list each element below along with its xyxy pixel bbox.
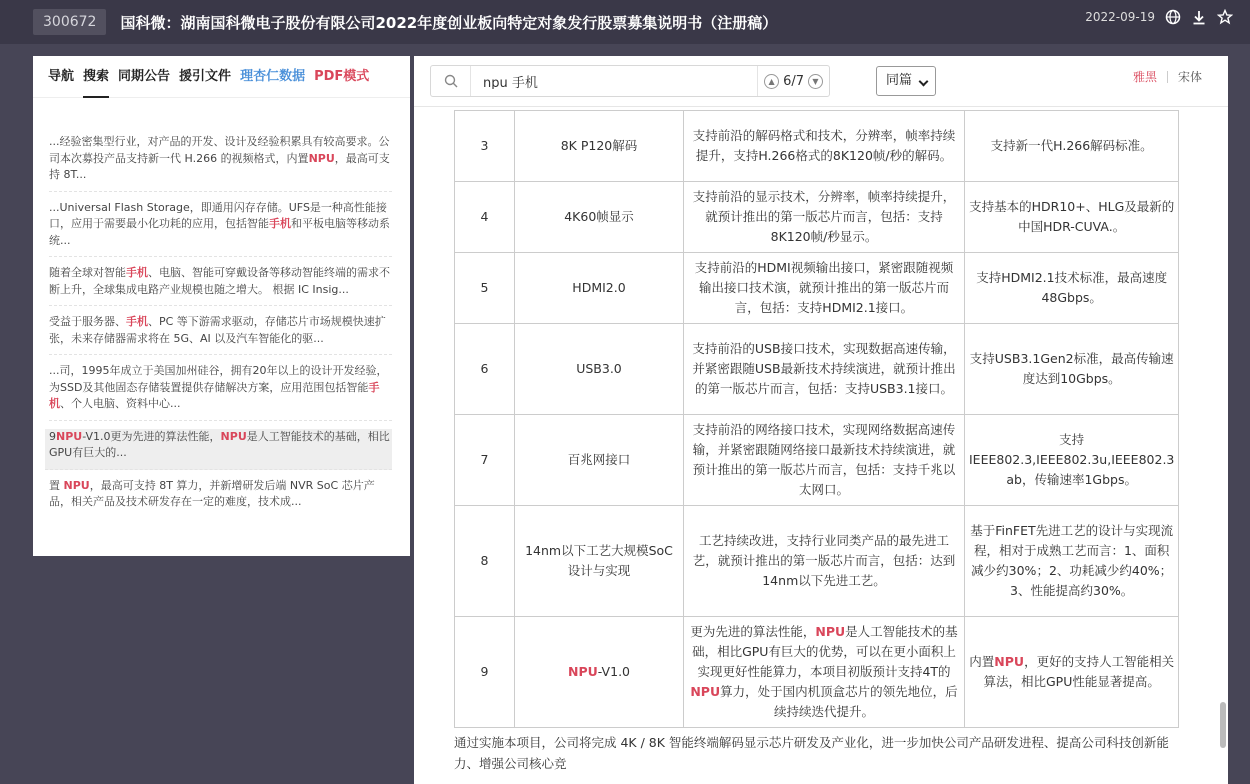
row-number: 8	[455, 506, 515, 617]
search-scope-select[interactable]: 同篇	[876, 66, 936, 96]
tech-name	[515, 253, 684, 324]
keyword-highlight: NPU	[308, 151, 335, 165]
row-number: 3	[455, 111, 515, 182]
text-segment: 支持基本的HDR10+、HLG及最新的中国HDR-CUVA.。	[969, 199, 1175, 234]
keyword-highlight: 手机	[126, 266, 148, 279]
text-segment: 是人工智能技术的基础，相比GPU有巨大的...	[49, 429, 390, 459]
search-results	[33, 98, 410, 518]
text-segment: 和平板电脑等移动系统...	[49, 217, 390, 247]
tech-name	[515, 324, 684, 415]
globe-icon[interactable]	[1165, 9, 1181, 25]
text-segment: 、电脑、智能可穿戴设备等移动智能终端的需求不断上升，全球集成电路产业规模也随之增大。 根据 IC Insig...	[49, 266, 390, 296]
chevron-up-icon[interactable]: ▲	[764, 74, 779, 89]
tech-name	[515, 506, 684, 617]
text-segment: 百兆网接口	[567, 452, 631, 467]
row-number: 4	[455, 182, 515, 253]
table-row	[455, 415, 1179, 506]
keyword-highlight: 手机	[49, 380, 380, 410]
text-segment: 支持前沿的网络接口技术，实现网络数据高速传输，并紧密跟随网络接口最新技术持续演进，就预计推出的第一版芯片而言，包括：支持千兆以太网口。	[692, 422, 956, 497]
tech-description	[684, 617, 965, 728]
row-number: 7	[455, 415, 515, 506]
divider	[414, 106, 1228, 107]
font-song-option[interactable]: 宋体	[1177, 70, 1202, 84]
keyword-highlight: NPU	[994, 654, 1025, 669]
tab-lixinger-data[interactable]: 理杏仁数据	[240, 68, 306, 84]
tech-description	[684, 182, 965, 253]
text-segment: 4K60帧显示	[564, 209, 634, 224]
text-segment: ...经验密集型行业，对产品的开发、设计及经验积累具有较高要求。公司本次募投产品支持新一代 H.266 的视频格式，内置	[49, 135, 390, 165]
body-paragraph: 通过实施本项目，公司将完成 4K / 8K 智能终端解码显示芯片研发及产业化，进一步加快公司产品研发进程、提高公司科技创新能力、增强公司核心竞	[454, 735, 1169, 771]
keyword-highlight: NPU	[220, 429, 247, 443]
table-row	[455, 617, 1179, 728]
search-icon[interactable]	[431, 66, 471, 96]
text-segment: 置	[49, 478, 64, 492]
text-segment: ，更好的支持人工智能相关算法，相比GPU性能显著提高。	[983, 654, 1175, 689]
keyword-highlight: NPU	[63, 478, 90, 492]
tech-name	[515, 182, 684, 253]
match-navigator	[757, 66, 829, 96]
row-number: 9	[455, 617, 515, 728]
search-result[interactable]	[49, 314, 392, 355]
text-segment: 支持新一代H.266解码标准。	[990, 138, 1153, 153]
text-segment: 、PC 等下游需求驱动，存储芯片市场规模快速扩张，未来存储器需求将在 5G、AI 以及汽车智能化的驱...	[49, 315, 386, 345]
table-row	[455, 182, 1179, 253]
text-segment: ，最高可支持 8T...	[49, 151, 390, 181]
text-segment: ...司，1995年成立于美国加州硅谷，拥有20年以上的设计开发经验，为SSD及其他固态存储装置提供存储解决方案，应用范围包括智能	[49, 364, 388, 394]
tech-target	[965, 415, 1179, 506]
text-segment: 支持前沿的显示技术，分辨率，帧率持续提升，就预计推出的第一版芯片而言，包括：支持8K120帧/秒显示。	[692, 189, 956, 244]
text-segment: 9	[49, 429, 56, 443]
search-box	[430, 65, 830, 97]
text-segment: -V1.0更为先进的算法性能，	[82, 429, 221, 443]
tech-name	[515, 415, 684, 506]
text-segment: 基于FinFET先进工艺的设计与实现流程，相对于成熟工艺而言：1、面积减少约30%；2、功耗减少约40%；3、性能提高约30%。	[970, 523, 1174, 598]
text-segment: 受益于服务器、	[49, 315, 126, 328]
tech-target	[965, 617, 1179, 728]
tech-description	[684, 253, 965, 324]
search-result[interactable]	[49, 265, 392, 306]
text-segment: 8K P120解码	[560, 138, 638, 153]
tab-same-period[interactable]: 同期公告	[118, 68, 171, 84]
tech-description	[684, 111, 965, 182]
left-panel	[33, 56, 410, 556]
text-segment: 内置	[969, 654, 995, 669]
stock-code: 300672	[33, 9, 106, 35]
document-panel	[414, 56, 1228, 784]
text-segment: -V1.0	[597, 664, 630, 679]
font-yahei-option[interactable]: 雅黑	[1132, 70, 1157, 84]
project-table	[454, 110, 1179, 728]
row-number: 5	[455, 253, 515, 324]
text-segment: 工艺持续改进，支持行业同类产品的最先进工艺，就预计推出的第一版芯片而言，包括：达到14nm以下先进工艺。	[692, 533, 956, 588]
document-date: 2022-09-19	[1085, 10, 1155, 24]
keyword-highlight: NPU	[690, 684, 721, 699]
tech-target	[965, 182, 1179, 253]
star-icon[interactable]	[1217, 9, 1233, 25]
table-row	[455, 324, 1179, 415]
text-segment: ...Universal Flash Storage，即通用闪存存储。UFS是一种高性能接口，应用于需要最小化功耗的应用，包括智能	[49, 200, 387, 230]
text-segment: 支持前沿的HDMI视频输出接口，紧密跟随视频输出接口技术演，就预计推出的第一版芯片而言，包括：支持HDMI2.1接口。	[694, 260, 954, 315]
table-row	[455, 111, 1179, 182]
text-segment: 、个人电脑、资料中心...	[60, 397, 181, 410]
tech-target	[965, 111, 1179, 182]
keyword-highlight: NPU	[568, 664, 598, 679]
keyword-highlight: 手机	[269, 217, 291, 230]
text-segment: 更为先进的算法性能，	[690, 624, 816, 639]
search-result[interactable]	[49, 363, 392, 421]
text-segment: 支持HDMI2.1技术标准，最高速度48Gbps。	[976, 270, 1168, 305]
document-title: 国科微：湖南国科微电子股份有限公司2022年度创业板向特定对象发行股票募集说明书（注册稿）	[120, 13, 778, 32]
scrollbar-thumb[interactable]	[1220, 702, 1226, 748]
text-segment: ，最高可支持 8T 算力，并新增研发后端 NVR SoC 芯片产品，相关产品及技术研发存在一定的难度，技术成...	[49, 478, 375, 508]
font-switch	[1133, 68, 1202, 85]
text-segment: 支持前沿的解码格式和技术，分辨率，帧率持续提升，支持H.266格式的8K120帧/秒的解码。	[692, 128, 956, 163]
row-number: 6	[455, 324, 515, 415]
search-result[interactable]	[49, 478, 392, 518]
chevron-down-icon[interactable]: ▼	[808, 74, 823, 89]
text-segment: 支持USB3.1Gen2标准，最高传输速度达到10Gbps。	[969, 351, 1174, 386]
tech-target	[965, 506, 1179, 617]
search-result[interactable]	[49, 200, 392, 258]
text-segment: 支持前沿的USB接口技术，实现数据高速传输，并紧密跟随USB最新技术持续演进，就预计推出的第一版芯片而言，包括：支持USB3.1接口。	[692, 341, 956, 396]
tech-name	[515, 111, 684, 182]
keyword-highlight: NPU	[815, 624, 846, 639]
tab-search[interactable]: 搜索	[83, 56, 109, 98]
text-segment: 是人工智能技术的基础，相比GPU有巨大的优势，可以在更小面积上实现更好性能算力，本项目初版预计支持4T的	[692, 624, 958, 679]
keyword-highlight: 手机	[126, 315, 148, 328]
tab-navigation[interactable]: 导航	[48, 68, 75, 84]
tech-target	[965, 253, 1179, 324]
tech-target	[965, 324, 1179, 415]
tech-description	[684, 324, 965, 415]
table-row	[455, 506, 1179, 617]
search-result[interactable]	[49, 134, 392, 192]
tech-description	[684, 506, 965, 617]
text-segment: 支持IEEE802.3,IEEE802.3u,IEEE802.3 ab，传输速率1Gbps。	[969, 432, 1175, 487]
table-row	[455, 253, 1179, 324]
search-input[interactable]	[471, 74, 757, 89]
divider	[1167, 71, 1168, 83]
tech-name	[515, 617, 684, 728]
tab-cited-files[interactable]: 援引文件	[179, 68, 232, 84]
text-segment: HDMI2.0	[572, 280, 626, 295]
text-segment: 随着全球对智能	[49, 266, 126, 279]
text-segment: 14nm以下工艺大规模SoC设计与实现	[525, 543, 673, 578]
match-counter: 6/7	[783, 73, 804, 89]
text-segment: USB3.0	[576, 361, 622, 376]
panel-tabs	[33, 56, 410, 98]
search-result-selected[interactable]	[45, 429, 392, 470]
tab-pdf-mode[interactable]: PDF模式	[314, 68, 370, 84]
keyword-highlight: NPU	[56, 429, 83, 443]
text-segment: 算力，处于国内机顶盒芯片的领先地位，后续持续迭代提升。	[720, 684, 958, 719]
download-icon[interactable]	[1191, 9, 1207, 25]
tech-description	[684, 415, 965, 506]
top-bar	[0, 0, 1250, 44]
